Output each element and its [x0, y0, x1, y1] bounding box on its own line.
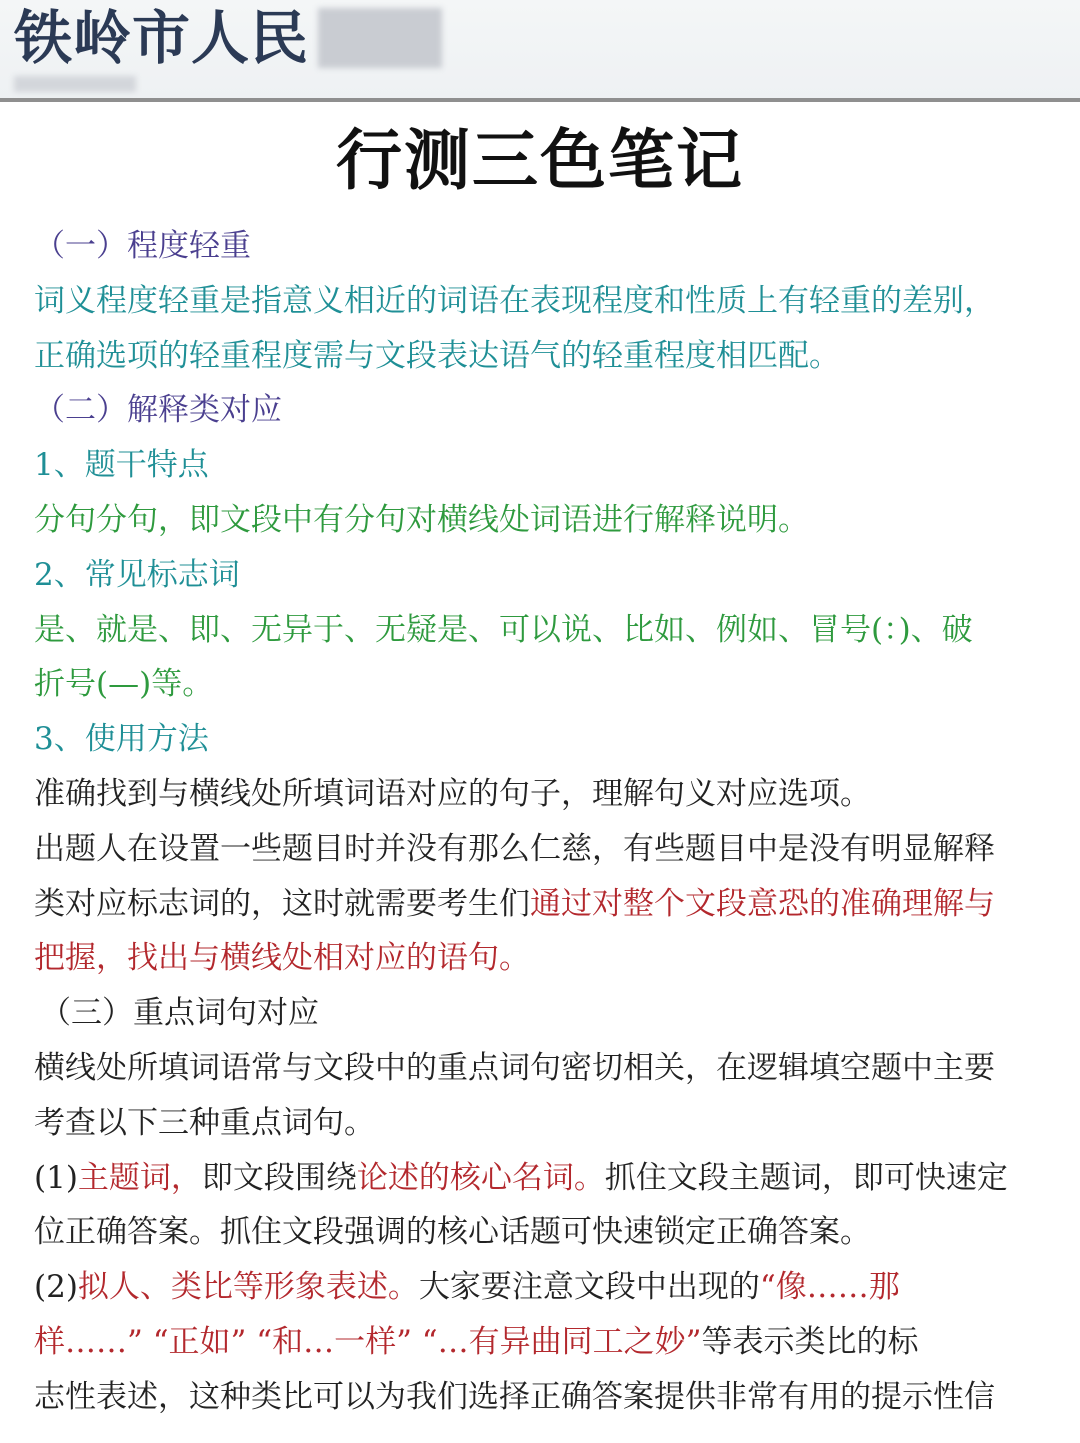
point1-term: 主题词， [77, 1159, 202, 1196]
section2-item2-body-line2: 折号(—)等。 [34, 666, 214, 703]
section3-point2-line1 [34, 1260, 1046, 1315]
point2-number: (2) [34, 1269, 78, 1306]
page-header [0, 0, 1080, 100]
point2-quote-start: “像……那 [759, 1269, 900, 1306]
section3-point1-line2: 位正确答案。抓住文段强调的核心话题可快速锁定正确答案。 [34, 1214, 871, 1251]
document-body [34, 219, 1046, 1425]
section2-heading: （二）解释类对应 [34, 392, 282, 429]
point2-term: 拟人、类比等形象表述。 [77, 1269, 419, 1306]
redacted-title-block [318, 8, 442, 68]
section3-heading: （三）重点词句对应 [40, 995, 319, 1032]
section2-item3-line3 [34, 877, 1046, 932]
redacted-subtitle-block [14, 76, 136, 92]
section3-point2-line3: 志性表述，这种类比可以为我们选择正确答案提供非常有用的提示性信 [34, 1378, 995, 1415]
section1-body-line1: 词义程度轻重是指意义相近的词语在表现程度和性质上有轻重的差别， [34, 282, 995, 319]
point2-text1: 大家要注意文段中出现的 [418, 1269, 760, 1306]
point1-text1: 即文段围绕 [201, 1159, 357, 1196]
header-divider [0, 98, 1080, 102]
section3-point1-line1 [34, 1151, 1046, 1206]
section2-item3-line2: 出题人在设置一些题目时并没有那么仁慈，有些题目中是没有明显解释 [34, 830, 995, 867]
point2-text2: 等表示类比的标 [701, 1323, 919, 1360]
section1-heading: （一）程度轻重 [34, 228, 251, 264]
section3-point2-line2 [34, 1315, 1046, 1370]
section2-item2-body-line1: 是、就是、即、无异于、无疑是、可以说、比如、例如、冒号(：)、破 [34, 611, 973, 648]
section2-item3-line4: 把握，找出与横线处相对应的语句。 [34, 940, 530, 977]
document-title: 行测三色笔记 [336, 121, 744, 199]
item3-line3-emphasis: 通过对整个文段意恐的准确理解与 [530, 885, 995, 922]
section2-item3-line1: 准确找到与横线处所填词语对应的句子，理解句义对应选项。 [34, 775, 871, 812]
header-title: 铁岭市人民 [14, 4, 310, 72]
section3-intro-line1: 横线处所填词语常与文段中的重点词句密切相关，在逻辑填空题中主要 [34, 1049, 995, 1086]
point1-text2: 抓住文段主题词，即可快速定 [604, 1159, 1008, 1196]
point1-number: (1) [34, 1159, 78, 1196]
section3-intro-line2: 考查以下三种重点词句。 [34, 1104, 375, 1141]
section2-item1-body: 分句分句，即文段中有分句对横线处词语进行解释说明。 [34, 501, 809, 538]
section2-item2-heading: 2、常见标志词 [34, 556, 240, 593]
section2-item1-heading: 1、题干特点 [34, 447, 209, 484]
point1-emphasis: 论述的核心名词。 [356, 1159, 605, 1196]
item3-line3-plain: 类对应标志词的，这时就需要考生们 [34, 885, 530, 922]
section1-body-line2: 正确选项的轻重程度需与文段表达语气的轻重程度相匹配。 [34, 337, 840, 374]
point2-examples: 样……” “正如” “和…一样” “…有异曲同工之妙” [34, 1323, 702, 1360]
section2-item3-heading: 3、使用方法 [34, 721, 209, 758]
